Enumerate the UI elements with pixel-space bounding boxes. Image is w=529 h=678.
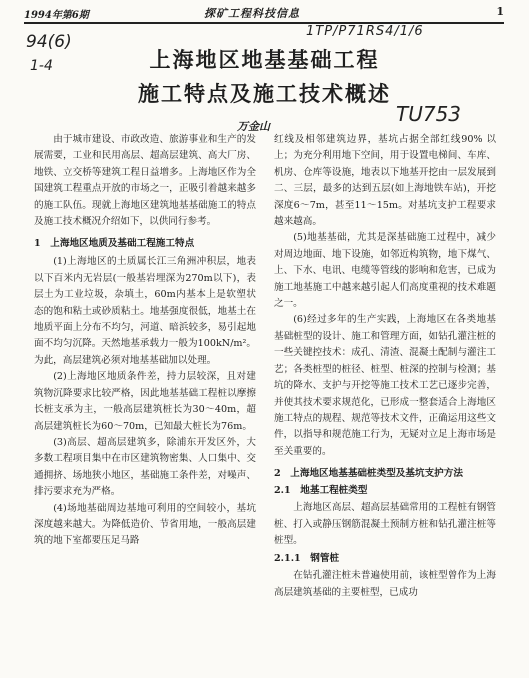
- intro-paragraph: 由于城市建设、市政改造、旅游事业和生产的发展需要，工业和民用高层、超高层建筑、高大厂房、地铁、立交桥等建筑工程日益增多。上海地区作为全国建筑工程重点开放的市场之一，正吸引着越来越多的施工队伍。现就上海地区建筑地基基础施工的特点及施工技术概况介绍如下，以供同行参考。: [34, 134, 256, 228]
- journal-name: 探矿工程科技信息: [204, 7, 300, 20]
- paragraph-7: 上海地区高层、超高层基础常用的工程桩有钢管桩、打入或静压钢筋混凝土预制方桩和钻孔灌注桩等桩型。: [274, 502, 496, 546]
- page-number: 1: [496, 5, 504, 18]
- section-2-1-1-heading: 2.1.1 钢管桩: [274, 553, 340, 565]
- running-header: [24, 4, 504, 24]
- handwritten-note-issue: 94(6): [26, 32, 72, 52]
- issue-label: 1994年第6期: [24, 10, 89, 21]
- paragraph-8: 在钻孔灌注桩未普遍使用前，该桩型曾作为上海高层建筑基础的主要桩型，已成功: [274, 570, 496, 598]
- author-name: 万金山: [237, 120, 270, 133]
- right-column: [274, 132, 496, 601]
- paragraph-1: (1)上海地区的土质属长江三角洲冲积层，地表以下百米内无岩层(一般基岩埋深为270m以下)，表层土为工业垃圾，杂填土，60m内基本上是软塑状态的饱和粘土或砂质粘土。地基强度很低，地基土在地质平面上分布不均匀，河道、暗浜较多，易引起地面不均匀沉降。天然地基承载力一般为100kN/m²。为此，高层建筑必须对地基基础加以处理。: [34, 256, 256, 366]
- article-title-line-1: 上海地区地基基础工程: [149, 48, 380, 72]
- handwritten-classification: 1TP/P71RS4/1/6: [306, 24, 424, 39]
- paragraph-2: (2)上海地区地质条件差，持力层较深，且对建筑物沉降要求比较严格，因此地基基础工程桩以摩擦长桩支承为主，一般高层建筑桩长为30～40m，超高层建筑桩长为60～70m，已知最大桩长为76m。: [34, 371, 256, 432]
- left-column: [34, 132, 256, 550]
- section-1-heading: 1 上海地区地质及基础工程施工特点: [34, 238, 195, 250]
- section-2-heading: 2 上海地区地基基础桩类型及基坑支护方法: [274, 468, 463, 480]
- paragraph-3: (3)高层、超高层建筑多，除浦东开发区外，大多数工程项目集中在市区建筑物密集、人口集中、交通拥挤、场地狭小地区，基础施工条件差，对噪声、排污要求充为严格。: [34, 436, 256, 498]
- paragraph-5: (5)地基基础，尤其是深基础施工过程中，减少对周边地面、地下设施，如邻近构筑物，地下煤气、上、下水、电讯、电缆等管线的影响和危害，已成为施工地基施工中越来越引起人们高度重视的技术难题之一。: [274, 232, 496, 310]
- handwritten-note-pages: 1-4: [30, 58, 53, 74]
- section-2-1-heading: 2.1 地基工程桩类型: [274, 485, 368, 497]
- paragraph-4: (4)场地基础周边基地可利用的空间较小，基坑深度越来越大。为降低造价、节省用地，一般高层建筑的地下室都要压足马路: [34, 502, 256, 547]
- article-title-line-2: 施工特点及施工技术概述: [138, 82, 391, 106]
- paragraph-4-continued: 红线及相邻建筑边界，基坑占据全部红线90% 以上；为充分利用地下空间，用于设置电梯间、车库、机房、仓库等设施，地表以下地基开挖由一层发展到二、三层，最多的达到五层(如上海地铁车站)，开挖深度6～7m，甚至11～15m。对基坑支护工程要求越来越高。: [274, 134, 496, 228]
- handwritten-class-code: TU753: [396, 102, 462, 126]
- paragraph-6: (6)经过多年的生产实践，上海地区在各类地基基础桩型的设计、施工和管理方面，如钻孔灌注桩的一些关键控技术：成孔、清渣、混凝土配制与灌注工艺；各类桩型的桩径、桩型、桩深的控制与检测；基坑的降水、支护与开挖等施工技术工艺已逐步完善，并使其技术要求规范化，已形成一整套适合上海地区施工特点的规程、规范等技术文件，正确运用这些文件，以指导和规范施工行为，无疑对立足上海市场是至关重要的。: [274, 314, 496, 457]
